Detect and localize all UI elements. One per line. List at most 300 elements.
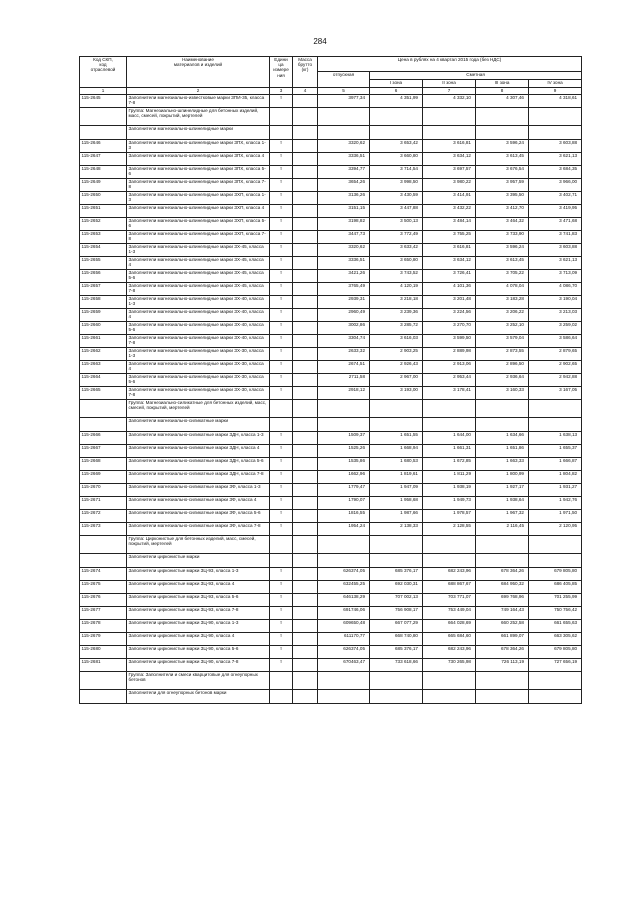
row-price-zone: 682 243,96 [423, 646, 476, 659]
empty-cell [293, 536, 318, 554]
empty-cell [476, 418, 529, 432]
row-unit: т [270, 620, 293, 633]
empty-cell [270, 126, 293, 140]
row-price-zone: 3 201,48 [423, 296, 476, 309]
row-price-zone: 682 243,96 [423, 568, 476, 581]
empty-cell [293, 672, 318, 690]
row-price-zone: 1 938,64 [476, 497, 529, 510]
row-price-zone: 1 634,66 [476, 432, 529, 445]
row-price-zone: 3 484,14 [423, 218, 476, 231]
row-price-release: 626374,05 [318, 646, 370, 659]
row-price-zone: 3 596,24 [476, 244, 529, 257]
row-mass [293, 296, 318, 309]
table-row [80, 95, 582, 108]
row-price-zone: 727 656,19 [529, 659, 582, 672]
row-price-zone: 692 030,31 [370, 581, 423, 594]
empty-cell [370, 672, 423, 690]
row-mass [293, 348, 318, 361]
row-name: Заполнители магнезиально-силикатные марки ЗДН, класса 1-3 [127, 432, 270, 445]
row-price-zone: 3 206,22 [476, 309, 529, 322]
row-price-zone: 661 899,07 [476, 633, 529, 646]
row-mass [293, 166, 318, 179]
row-price-zone: 753 449,04 [423, 607, 476, 620]
row-price-release: 646138,29 [318, 594, 370, 607]
empty-cell [423, 108, 476, 126]
row-price-zone: 3 633,42 [370, 244, 423, 257]
empty-cell [318, 418, 370, 432]
row-code: 115-2653 [80, 231, 127, 244]
row-code: 115-2649 [80, 179, 127, 192]
row-price-zone: 733 618,66 [370, 659, 423, 672]
row-mass [293, 607, 318, 620]
row-price-zone: 1 942,76 [529, 497, 582, 510]
row-price-zone: 1 931,27 [529, 484, 582, 497]
subgroup-row [80, 126, 582, 140]
row-price-zone: 3 743,52 [370, 270, 423, 283]
row-code: 115-2645 [80, 95, 127, 108]
row-unit: т [270, 497, 293, 510]
row-code [80, 554, 127, 568]
col-number: 7 [423, 88, 476, 95]
header-price: Цена в рублях на 4 квартал 2015 года (без НДС) [318, 57, 582, 72]
row-name: Заполнители магнезиально-шпинелидные марки ЗХП, класса 4 [127, 205, 270, 218]
col-number: 1 [80, 88, 127, 95]
row-mass [293, 322, 318, 335]
row-price-zone: 3 621,13 [529, 257, 582, 270]
row-price-zone: 664 028,69 [423, 620, 476, 633]
row-price-zone: 3 616,81 [423, 244, 476, 257]
row-price-release: 2918,12 [318, 387, 370, 400]
row-price-zone: 3 772,49 [370, 231, 423, 244]
empty-cell [476, 108, 529, 126]
empty-cell [423, 536, 476, 554]
row-mass [293, 244, 318, 257]
header-unit: Едини ца измере ния [270, 57, 293, 88]
row-code: 115-2651 [80, 205, 127, 218]
row-price-zone: 3 213,03 [529, 309, 582, 322]
col-number: 8 [476, 88, 529, 95]
row-name: Заполнители цирконистые марки ЗЦ-90, класса 1-3 [127, 620, 270, 633]
subgroup-row [80, 690, 582, 704]
empty-cell [270, 418, 293, 432]
row-price-zone: 1 651,86 [476, 445, 529, 458]
row-price-zone: 1 680,53 [370, 458, 423, 471]
row-unit: т [270, 309, 293, 322]
row-code [80, 126, 127, 140]
row-price-zone: 1 987,66 [370, 510, 423, 523]
row-price-release: 3977,34 [318, 95, 370, 108]
row-code: 115-2680 [80, 646, 127, 659]
row-code: 115-2648 [80, 166, 127, 179]
empty-cell [370, 108, 423, 126]
row-price-zone: 2 138,33 [370, 523, 423, 536]
row-price-zone: 4 078,04 [476, 283, 529, 296]
row-price-release: 2633,32 [318, 348, 370, 361]
row-price-zone: 3 957,59 [476, 179, 529, 192]
row-price-zone: 3 412,70 [476, 205, 529, 218]
row-mass [293, 153, 318, 166]
row-price-zone: 699 768,96 [476, 594, 529, 607]
header-zone-4: IV зона [529, 80, 582, 88]
row-name: Заполнители магнезиально-силикатные марки ЗФ, класса 5-6 [127, 510, 270, 523]
row-code: 115-2671 [80, 497, 127, 510]
row-price-release: 1790,07 [318, 497, 370, 510]
table-row [80, 445, 582, 458]
row-price-zone: 756 908,17 [370, 607, 423, 620]
table-row [80, 179, 582, 192]
row-price-zone: 1 661,31 [423, 445, 476, 458]
row-mass [293, 205, 318, 218]
row-price-release: 2939,31 [318, 296, 370, 309]
row-mass [293, 335, 318, 348]
row-name: Заполнители магнезиально-шпинелидные марки ЗПХ, класса 1-3 [127, 140, 270, 153]
empty-cell [370, 536, 423, 554]
row-price-zone: 1 947,09 [370, 484, 423, 497]
row-price-zone: 4 086,70 [529, 283, 582, 296]
row-price-zone: 3 616,03 [370, 335, 423, 348]
table-row [80, 361, 582, 374]
row-price-zone: 3 224,56 [423, 309, 476, 322]
row-price-zone: 3 621,13 [529, 153, 582, 166]
row-price-zone: 3 419,95 [529, 205, 582, 218]
row-mass [293, 432, 318, 445]
row-code: 115-2659 [80, 309, 127, 322]
row-mass [293, 484, 318, 497]
row-price-zone: 3 616,81 [423, 140, 476, 153]
row-price-zone: 667 077,29 [370, 620, 423, 633]
row-price-release: 611170,77 [318, 633, 370, 646]
row-price-zone: 1 666,87 [529, 458, 582, 471]
row-code: 115-2678 [80, 620, 127, 633]
row-mass [293, 594, 318, 607]
subgroup-title: Заполнители магнезиально-силикатные марки [127, 418, 270, 432]
row-price-zone: 685 376,17 [370, 646, 423, 659]
row-price-zone: 3 252,10 [476, 322, 529, 335]
row-code: 115-2647 [80, 153, 127, 166]
empty-cell [270, 672, 293, 690]
row-price-zone: 2 942,88 [529, 374, 582, 387]
row-unit: т [270, 179, 293, 192]
empty-cell [318, 536, 370, 554]
row-price-zone: 686 405,85 [529, 581, 582, 594]
row-price-release: 2960,49 [318, 309, 370, 322]
table-row [80, 497, 582, 510]
row-name: Заполнители цирконистые марки ЗЦ-93, класса 1-3 [127, 568, 270, 581]
row-code [80, 690, 127, 704]
table-row [80, 594, 582, 607]
row-price-zone: 3 586,64 [529, 335, 582, 348]
row-price-zone: 678 364,26 [476, 646, 529, 659]
row-mass [293, 140, 318, 153]
row-mass [293, 387, 318, 400]
row-unit: т [270, 633, 293, 646]
empty-cell [293, 126, 318, 140]
row-mass [293, 633, 318, 646]
row-name: Заполнители цирконистые марки ЗЦ-93, класса 5-6 [127, 594, 270, 607]
table-row [80, 270, 582, 283]
table-row [80, 231, 582, 244]
group-row [80, 400, 582, 418]
empty-cell [293, 400, 318, 418]
row-unit: т [270, 510, 293, 523]
empty-cell [529, 690, 582, 704]
row-unit: т [270, 95, 293, 108]
row-price-zone: 3 599,50 [423, 335, 476, 348]
row-unit: т [270, 166, 293, 179]
row-price-zone: 1 978,57 [423, 510, 476, 523]
row-price-release: 3198,82 [318, 218, 370, 231]
row-price-zone: 1 804,82 [529, 471, 582, 484]
group-title: Группа: Заполнители и смеси кварцитовые для огнеупорных бетонов [127, 672, 270, 690]
subgroup-row [80, 554, 582, 568]
row-price-zone: 3 980,22 [423, 179, 476, 192]
row-unit: т [270, 153, 293, 166]
col-number: 9 [529, 88, 582, 95]
empty-cell [529, 672, 582, 690]
row-price-zone: 749 164,43 [476, 607, 529, 620]
empty-cell [476, 554, 529, 568]
empty-cell [293, 418, 318, 432]
row-unit: т [270, 568, 293, 581]
row-code: 115-2658 [80, 296, 127, 309]
row-name: Заполнители магнезиально-шпинелидные марки ЗХ-30, класса 1-3 [127, 348, 270, 361]
row-code: 115-2660 [80, 322, 127, 335]
row-price-zone: 1 927,17 [476, 484, 529, 497]
row-unit: т [270, 374, 293, 387]
row-price-zone: 3 464,32 [476, 218, 529, 231]
row-name: Заполнители магнезиально-шпинелидные марки ЗХ-40, класса 7-8 [127, 335, 270, 348]
table-row [80, 140, 582, 153]
row-unit: т [270, 335, 293, 348]
row-price-zone: 2 128,55 [423, 523, 476, 536]
row-unit: т [270, 523, 293, 536]
table-row [80, 348, 582, 361]
row-price-zone: 2 116,45 [476, 523, 529, 536]
empty-cell [529, 554, 582, 568]
row-unit: т [270, 283, 293, 296]
row-name: Заполнители магнезиально-шпинелидные марки ЗХ-45, класса 4 [127, 257, 270, 270]
row-price-zone: 4 120,19 [370, 283, 423, 296]
row-mass [293, 283, 318, 296]
row-code: 115-2655 [80, 257, 127, 270]
row-code: 115-2654 [80, 244, 127, 257]
empty-cell [423, 690, 476, 704]
row-price-zone: 1 938,19 [423, 484, 476, 497]
row-price-zone: 3 239,36 [370, 309, 423, 322]
empty-cell [476, 672, 529, 690]
row-price-zone: 679 805,80 [529, 568, 582, 581]
row-price-release: 3336,51 [318, 153, 370, 166]
row-name: Заполнители магнезиально-шпинелидные марки ЗХП, класса 5-6 [127, 218, 270, 231]
row-price-zone: 701 255,99 [529, 594, 582, 607]
row-name: Заполнители цирконистые марки ЗЦ-90, класса 5-6 [127, 646, 270, 659]
empty-cell [293, 690, 318, 704]
row-price-zone: 2 879,65 [529, 348, 582, 361]
table-body [80, 95, 582, 704]
empty-cell [423, 672, 476, 690]
empty-cell [270, 690, 293, 704]
empty-cell [318, 400, 370, 418]
row-price-zone: 3 430,59 [370, 192, 423, 205]
row-price-zone: 726 113,19 [476, 659, 529, 672]
row-unit: т [270, 432, 293, 445]
row-mass [293, 523, 318, 536]
row-price-zone: 3 714,54 [370, 166, 423, 179]
row-name: Заполнители магнезиально-силикатные марки ЗФ, класса 4 [127, 497, 270, 510]
row-price-release: 1525,26 [318, 445, 370, 458]
row-price-zone: 3 447,88 [370, 205, 423, 218]
empty-cell [423, 554, 476, 568]
row-price-zone: 3 705,22 [476, 270, 529, 283]
row-name: Заполнители магнезиально-шпинелидные марки ЗХП, класса 7-8 [127, 231, 270, 244]
row-price-zone: 1 651,55 [370, 432, 423, 445]
row-price-zone: 2 926,43 [370, 361, 423, 374]
row-price-release: 3336,51 [318, 257, 370, 270]
table-row [80, 218, 582, 231]
row-mass [293, 257, 318, 270]
empty-cell [318, 554, 370, 568]
row-code: 115-2666 [80, 432, 127, 445]
row-code: 115-2662 [80, 348, 127, 361]
row-price-release: 632455,25 [318, 581, 370, 594]
row-mass [293, 471, 318, 484]
row-name: Заполнители магнезиально-шпинелидные марки ЗХ-30, класса 7-8 [127, 387, 270, 400]
row-price-zone: 3 660,80 [370, 153, 423, 166]
row-price-zone: 2 967,00 [370, 374, 423, 387]
row-price-release: 3151,15 [318, 205, 370, 218]
row-unit: т [270, 659, 293, 672]
row-mass [293, 620, 318, 633]
row-unit: т [270, 581, 293, 594]
subgroup-title: Заполнители для огнеупорных бетонов марки [127, 690, 270, 704]
table-row [80, 458, 582, 471]
row-mass [293, 568, 318, 581]
row-price-zone: 3 432,22 [423, 205, 476, 218]
row-price-release: 626374,05 [318, 568, 370, 581]
row-price-zone: 730 265,98 [423, 659, 476, 672]
row-code: 115-2668 [80, 458, 127, 471]
column-numbers-row [80, 88, 582, 95]
row-price-zone: 1 638,13 [529, 432, 582, 445]
row-price-zone: 3 183,28 [476, 296, 529, 309]
col-number: 4 [293, 88, 318, 95]
row-price-zone: 660 252,58 [476, 620, 529, 633]
empty-cell [293, 108, 318, 126]
row-name: Заполнители магнезиально-шпинелидные марки ЗПХ, класса 4 [127, 153, 270, 166]
row-price-zone: 3 500,13 [370, 218, 423, 231]
empty-cell [270, 108, 293, 126]
row-price-release: 3136,26 [318, 192, 370, 205]
row-price-release: 3320,62 [318, 244, 370, 257]
row-price-zone: 4 318,61 [529, 95, 582, 108]
row-price-zone: 3 471,68 [529, 218, 582, 231]
row-price-zone: 3 650,80 [370, 257, 423, 270]
empty-cell [270, 554, 293, 568]
row-name: Заполнители магнезиально-известковые марки ЗПИ-35, класса 7-8 [127, 95, 270, 108]
row-name: Заполнители магнезиально-шпинелидные марки ЗПХ, класса 7-8 [127, 179, 270, 192]
table-row [80, 244, 582, 257]
row-unit: т [270, 471, 293, 484]
table-row [80, 153, 582, 166]
subgroup-row [80, 418, 582, 432]
row-price-release: 1816,55 [318, 510, 370, 523]
group-row [80, 536, 582, 554]
row-unit: т [270, 607, 293, 620]
row-price-zone: 3 733,90 [476, 231, 529, 244]
row-code: 115-2663 [80, 361, 127, 374]
row-mass [293, 374, 318, 387]
row-price-zone: 3 193,00 [370, 387, 423, 400]
row-unit: т [270, 361, 293, 374]
row-mass [293, 95, 318, 108]
row-price-release: 609650,48 [318, 620, 370, 633]
row-price-zone: 4 101,36 [423, 283, 476, 296]
row-price-zone: 3 190,04 [529, 296, 582, 309]
row-name: Заполнители магнезиально-шпинелидные марки ЗХ-45, класса 7-8 [127, 283, 270, 296]
table-row [80, 607, 582, 620]
row-price-zone: 4 332,10 [423, 95, 476, 108]
row-price-zone: 3 160,33 [476, 387, 529, 400]
header-estimate: Сметная [370, 72, 582, 80]
table-row [80, 192, 582, 205]
row-code: 115-2656 [80, 270, 127, 283]
row-price-release: 3304,74 [318, 335, 370, 348]
row-name: Заполнители цирконистые марки ЗЦ-93, класса 7-8 [127, 607, 270, 620]
group-title: Группа: Цирконистые для бетонных изделий, масс, смесей, покрытий, мертелей [127, 536, 270, 554]
header-code: Код СКП, код отраслевой [80, 57, 127, 88]
row-code: 115-2673 [80, 523, 127, 536]
empty-cell [318, 672, 370, 690]
table-row [80, 581, 582, 594]
row-price-zone: 3 596,24 [476, 140, 529, 153]
row-unit: т [270, 205, 293, 218]
group-title: Группа: Магнезиально-шпинелидные для бетонных изделий, масс, смесей, покрытий, мертелей [127, 108, 270, 126]
row-price-zone: 1 967,32 [476, 510, 529, 523]
header-mass: Масса брутто (кг) [293, 57, 318, 88]
table-row [80, 387, 582, 400]
row-price-release: 3002,86 [318, 322, 370, 335]
row-price-zone: 3 634,12 [423, 257, 476, 270]
empty-cell [476, 126, 529, 140]
row-price-zone: 3 270,70 [423, 322, 476, 335]
table-row [80, 646, 582, 659]
row-price-zone: 1 800,99 [476, 471, 529, 484]
empty-cell [423, 126, 476, 140]
empty-cell [423, 400, 476, 418]
row-name: Заполнители магнезиально-силикатные марки ЗДН, класса 7-8 [127, 471, 270, 484]
subgroup-title: Заполнители цирконистые марки [127, 554, 270, 568]
row-code: 115-2679 [80, 633, 127, 646]
row-mass [293, 270, 318, 283]
row-price-zone: 685 376,17 [370, 568, 423, 581]
table-row [80, 205, 582, 218]
row-price-zone: 1 644,00 [423, 432, 476, 445]
empty-cell [270, 536, 293, 554]
row-price-zone: 1 655,37 [529, 445, 582, 458]
row-price-zone: 1 672,85 [423, 458, 476, 471]
row-code: 115-2665 [80, 387, 127, 400]
row-mass [293, 309, 318, 322]
row-code: 115-2681 [80, 659, 127, 672]
row-price-zone: 3 998,50 [370, 179, 423, 192]
row-name: Заполнители магнезиально-шпинелидные марки ЗХ-40, класса 1-3 [127, 296, 270, 309]
header-zone-1: I зона [370, 80, 423, 88]
table-row [80, 374, 582, 387]
row-unit: т [270, 192, 293, 205]
table-row [80, 335, 582, 348]
table-row [80, 309, 582, 322]
row-mass [293, 361, 318, 374]
